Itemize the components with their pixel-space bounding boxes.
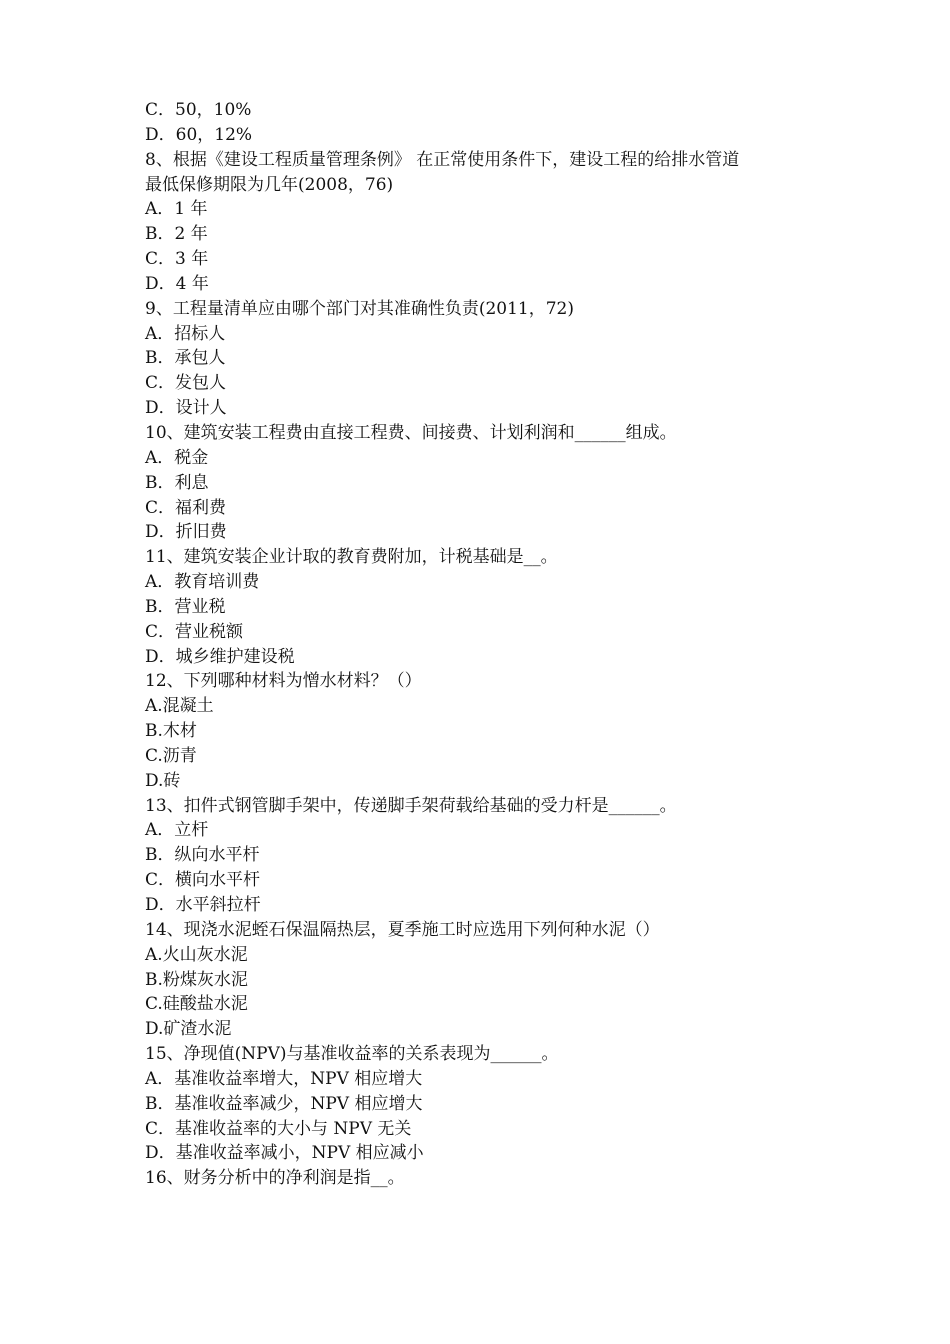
option-line: C.沥青 (145, 745, 197, 766)
question-11: 11、建筑安装企业计取的教育费附加，计税基础是__。 (145, 547, 558, 568)
option-line: D．4 年 (145, 273, 209, 294)
question-16: 16、财务分析中的净利润是指__。 (145, 1168, 405, 1189)
option-line: D．基准收益率减小，NPV 相应减小 (145, 1143, 424, 1164)
option-line: A．立杆 (145, 820, 209, 841)
option-line: C．3 年 (145, 249, 209, 270)
option-line: A．1 年 (145, 199, 208, 220)
option-line: A．教育培训费 (145, 572, 260, 593)
option-line: B．利息 (145, 472, 209, 493)
option-line: B.粉煤灰水泥 (145, 969, 248, 990)
option-line: B．基准收益率减少，NPV 相应增大 (145, 1093, 423, 1114)
option-line: C．横向水平杆 (145, 870, 261, 891)
option-line: C．发包人 (145, 373, 227, 394)
question-8: 8、根据《建设工程质量管理条例》 在正常使用条件下，建设工程的给排水管道 (145, 149, 740, 170)
text-line: D．60，12% (145, 124, 253, 145)
option-line: B．2 年 (145, 224, 208, 245)
option-line: C.硅酸盐水泥 (145, 994, 248, 1015)
option-line: D.矿渣水泥 (145, 1019, 232, 1040)
option-line: B．纵向水平杆 (145, 845, 260, 866)
option-line: B．营业税 (145, 596, 226, 617)
text-line: C．50，10% (145, 100, 252, 120)
option-line: A．招标人 (145, 323, 226, 344)
option-line: D．水平斜拉杆 (145, 895, 261, 915)
option-line: A.火山灰水泥 (145, 944, 248, 965)
question-9: 9、工程量清单应由哪个部门对其准确性负责(2011，72) (145, 298, 574, 319)
text-line: 最低保修期限为几年(2008，76) (145, 174, 394, 195)
option-line: A．基准收益率增大，NPV 相应增大 (145, 1068, 423, 1089)
question-10: 10、建筑安装工程费由直接工程费、间接费、计划利润和______组成。 (145, 422, 677, 443)
option-line: D．设计人 (145, 398, 227, 419)
question-14: 14、现浇水泥蛭石保温隔热层，夏季施工时应选用下列何种水泥（） (145, 919, 660, 940)
option-line: D.砖 (145, 770, 181, 791)
question-15: 15、净现值(NPV)与基准收益率的关系表现为______。 (145, 1044, 559, 1065)
option-line: C．福利费 (145, 497, 227, 518)
option-line: C．营业税额 (145, 621, 244, 642)
question-13: 13、扣件式钢管脚手架中，传递脚手架荷载给基础的受力杆是______。 (145, 795, 677, 816)
option-line: D．折旧费 (145, 522, 227, 543)
document-body (145, 98, 845, 1191)
option-line: B．承包人 (145, 348, 226, 369)
question-12: 12、下列哪种材料为憎水材料？（） (145, 671, 422, 692)
option-line: C．基准收益率的大小与 NPV 无关 (145, 1118, 412, 1139)
option-line: D．城乡维护建设税 (145, 646, 295, 667)
option-line: B.木材 (145, 721, 197, 742)
option-line: A．税金 (145, 447, 209, 468)
option-line: A.混凝土 (145, 696, 214, 717)
